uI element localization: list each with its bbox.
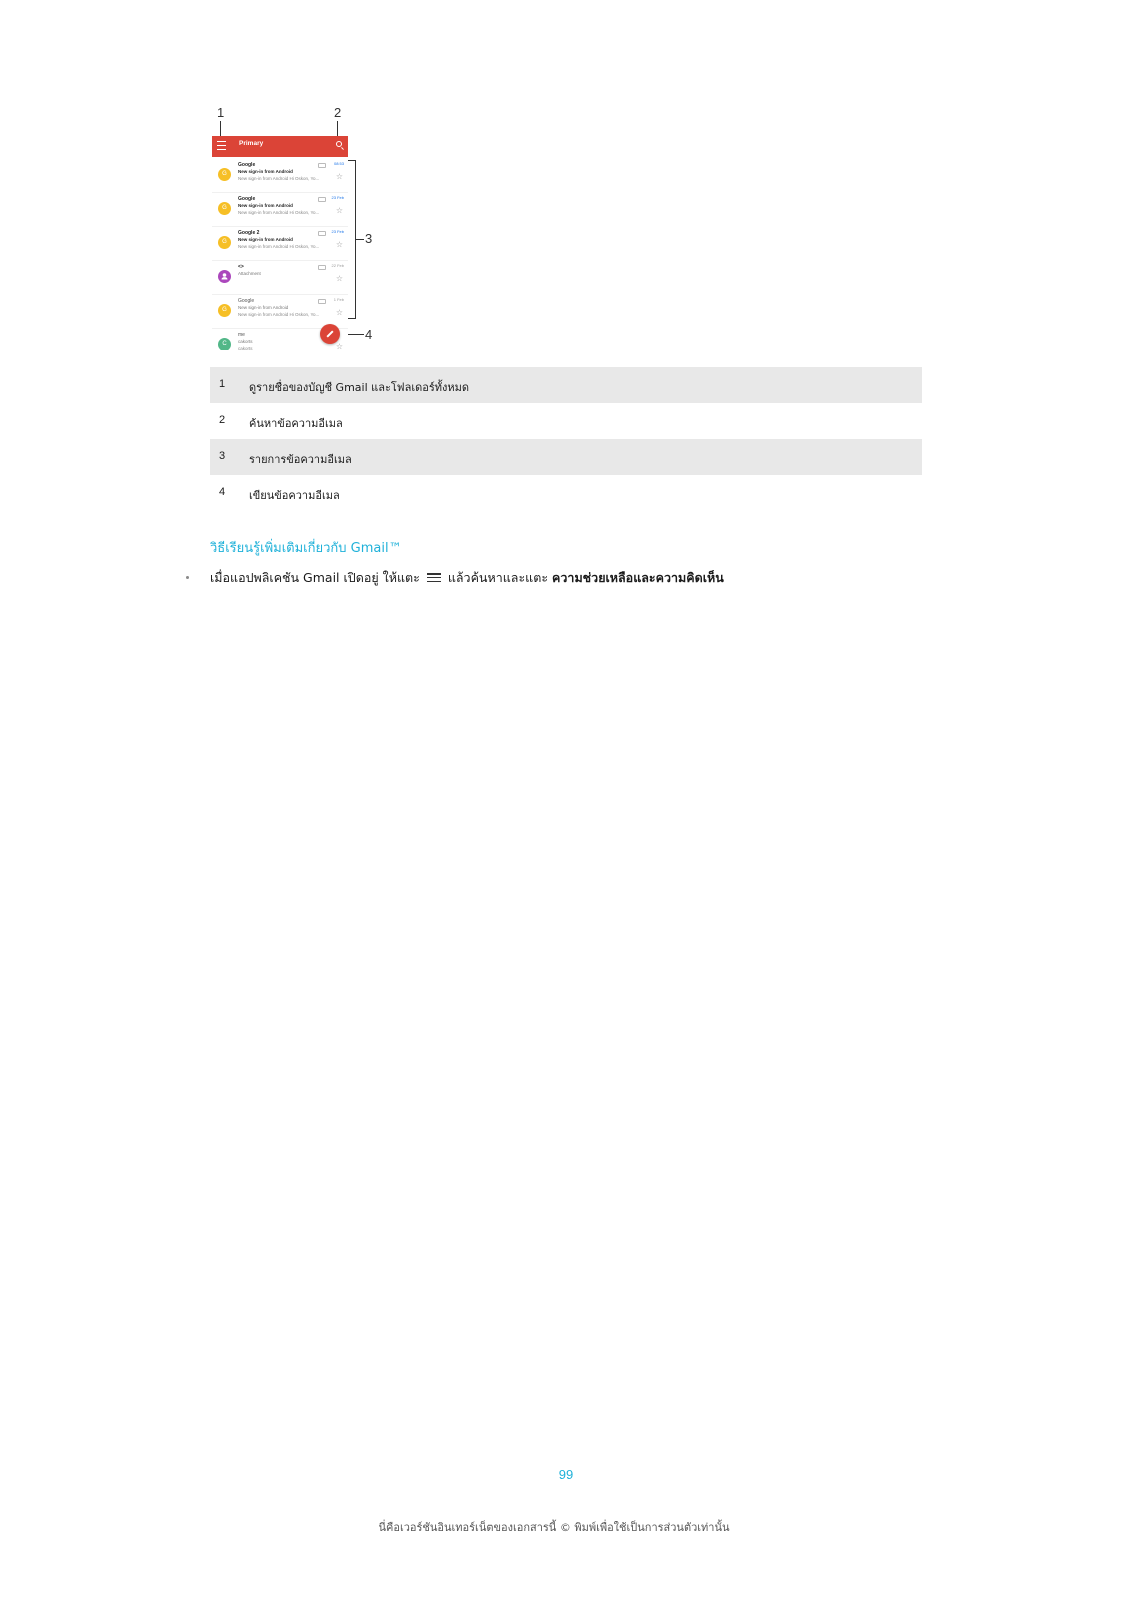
email-row[interactable] <box>212 261 348 295</box>
email-row[interactable] <box>212 193 348 227</box>
email-sender: me <box>238 332 245 338</box>
legend-row <box>210 403 922 439</box>
callout-2-label: 2 <box>334 105 342 120</box>
email-avatar: G <box>218 236 231 249</box>
app-bar-title: Primary <box>239 140 264 147</box>
star-icon[interactable]: ☆ <box>335 240 343 249</box>
email-snippet: New sign-in from Android Hi Oskon, Yo... <box>238 312 320 317</box>
star-icon[interactable]: ☆ <box>335 274 343 283</box>
instruction-text-start: เมื่อแอปพลิเคชัน Gmail เปิดอยู่ ให้แตะ <box>210 570 420 585</box>
legend-number: 2 <box>219 414 226 426</box>
email-avatar: G <box>218 168 231 181</box>
footer-note: นี่คือเวอร์ชันอินเทอร์เน็ตของเอกสารนี้ © พิมพ์เพื่อใช้เป็นการส่วนตัวเท่านั้น <box>378 1521 730 1534</box>
instruction-menu-item: ความช่วยเหลือและความคิดเห็น <box>552 570 724 585</box>
legend-number: 1 <box>219 378 226 390</box>
label-icon <box>318 265 326 270</box>
email-time: 08:53 <box>333 161 344 166</box>
email-subject: New sign-in from Android <box>238 169 293 174</box>
email-time: 22 Feb <box>331 263 344 268</box>
menu-icon[interactable] <box>217 141 226 150</box>
legend-row <box>210 367 922 403</box>
email-snippet: New sign-in from Android Hi Oskon, Yo... <box>238 244 320 249</box>
email-snippet: cakorts <box>238 346 253 350</box>
star-icon[interactable]: ☆ <box>335 308 343 317</box>
label-icon <box>318 299 326 304</box>
callout-legend-table <box>210 367 922 511</box>
callout-1-leader <box>220 121 221 137</box>
label-icon <box>318 231 326 236</box>
email-sender: <> <box>238 264 244 270</box>
callout-3-label: 3 <box>365 231 373 246</box>
star-icon[interactable]: ☆ <box>335 342 343 350</box>
email-sender: Google <box>238 298 255 304</box>
label-icon <box>318 197 326 202</box>
legend-number: 4 <box>219 486 226 498</box>
email-sender: Google 2 <box>238 230 260 236</box>
email-subject: New sign-in from Android <box>238 203 293 208</box>
phone-screen <box>212 136 348 350</box>
legend-description: ค้นหาข้อความอีเมล <box>249 417 343 430</box>
email-avatar: G <box>218 202 231 215</box>
email-time: 23 Feb <box>331 195 344 200</box>
legend-description: ดูรายชื่อของบัญชี Gmail และโฟลเดอร์ทั้งหมด <box>249 381 470 394</box>
star-icon[interactable]: ☆ <box>335 172 343 181</box>
instruction-text-middle: แล้วค้นหาและแตะ <box>447 570 549 585</box>
star-icon[interactable]: ☆ <box>335 206 343 215</box>
email-snippet: New sign-in from Android Hi Oskon, Yo... <box>238 210 320 215</box>
legend-row <box>210 439 922 475</box>
email-subject: Attachment <box>238 271 261 276</box>
legend-description: เขียนข้อความอีเมล <box>249 489 340 502</box>
email-row[interactable] <box>212 159 348 193</box>
bullet-icon <box>186 576 189 579</box>
email-list <box>212 159 348 350</box>
email-snippet: New sign-in from Android Hi Oskon, Yo... <box>238 176 320 181</box>
search-icon[interactable] <box>336 141 342 147</box>
email-time: 23 Feb <box>331 229 344 234</box>
email-time: 1 Feb <box>333 297 344 302</box>
page-number: 99 <box>558 1467 574 1482</box>
legend-description: รายการข้อความอีเมล <box>249 453 352 466</box>
callout-2-leader <box>337 121 338 137</box>
person-icon <box>218 270 231 283</box>
email-avatar: C <box>218 338 231 350</box>
gmail-screenshot-figure <box>212 105 392 365</box>
email-sender: Google <box>238 162 256 168</box>
email-subject: New sign-in from Android <box>238 305 289 310</box>
callout-1-label: 1 <box>217 105 225 120</box>
email-subject: New sign-in from Android <box>238 237 293 242</box>
label-icon <box>318 163 326 168</box>
email-subject: cakorts <box>238 339 253 344</box>
instruction-bullet <box>210 568 724 588</box>
compose-button[interactable] <box>320 324 340 344</box>
email-avatar: G <box>218 304 231 317</box>
legend-row <box>210 475 922 511</box>
callout-4-label: 4 <box>365 327 373 342</box>
section-heading: วิธีเรียนรู้เพิ่มเติมเกี่ยวกับ Gmail™ <box>210 541 402 556</box>
callout-3-leader <box>355 239 364 240</box>
email-sender: Google <box>238 196 256 202</box>
legend-number: 3 <box>219 450 226 462</box>
menu-icon <box>427 573 441 582</box>
gmail-app-bar <box>212 136 348 157</box>
email-row[interactable] <box>212 227 348 261</box>
pencil-icon <box>326 330 333 337</box>
person-avatar-icon <box>218 270 231 283</box>
